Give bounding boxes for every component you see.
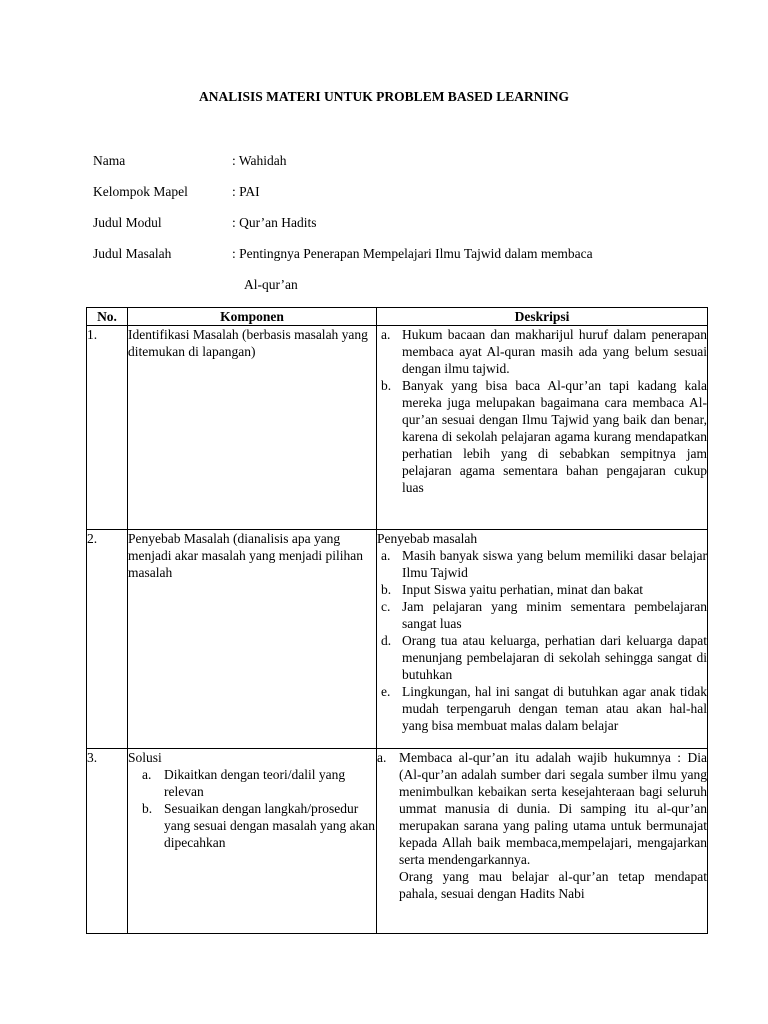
identity-label: Kelompok Mapel bbox=[93, 184, 188, 199]
row-number: 1. bbox=[87, 326, 128, 530]
list-item bbox=[377, 377, 707, 496]
header-no: No. bbox=[87, 308, 128, 326]
list-item bbox=[377, 632, 707, 683]
identity-label: Judul Modul bbox=[93, 215, 162, 230]
identity-value-continuation: Al-qur’an bbox=[244, 277, 298, 292]
list-item bbox=[128, 800, 376, 851]
identity-value: : Pentingnya Penerapan Mempelajari Ilmu Tajwid dalam membaca bbox=[232, 246, 593, 261]
list-item bbox=[128, 766, 376, 800]
row-deskripsi bbox=[377, 326, 708, 530]
list-item bbox=[377, 598, 707, 632]
list-marker: b. bbox=[381, 378, 392, 393]
document-title: ANALISIS MATERI UNTUK PROBLEM BASED LEARNING bbox=[199, 89, 569, 104]
list-marker: a. bbox=[142, 767, 152, 782]
row-number: 2. bbox=[87, 530, 128, 749]
list-text: Lingkungan, hal ini sangat di butuhkan agar anak tidak mudah terpengaruh dengan teman atau akan hal-hal yang bisa membuat malas dalam belajar bbox=[402, 684, 707, 733]
list-text: Banyak yang bisa baca Al-qur’an tapi kadang kala mereka juga melupakan bagaimana cara membaca Al-qur’an sesuai dengan Ilmu Tajwid yang baik dan benar, karena di sekolah pelajaran agama kurang mendapatkan perhatian lebih yang di sebabkan sempitnya jam pelajaran agama sementara bahan pengajaran cukup luas bbox=[402, 378, 707, 495]
header-komponen: Komponen bbox=[128, 308, 377, 326]
list-marker: a. bbox=[381, 327, 391, 342]
row-number: 3. bbox=[87, 749, 128, 934]
identity-value: : PAI bbox=[232, 184, 260, 199]
list-marker: c. bbox=[381, 599, 391, 614]
identity-value: : Qur’an Hadits bbox=[232, 215, 317, 230]
identity-row-kelompok-mapel bbox=[93, 183, 733, 201]
list-marker: d. bbox=[381, 633, 392, 648]
table-header-row bbox=[87, 308, 708, 326]
list-item bbox=[377, 749, 707, 868]
row-komponen bbox=[128, 749, 377, 934]
list-text: Jam pelajaran yang minim sementara pembelajaran sangat luas bbox=[402, 599, 707, 631]
list-text: Input Siswa yaitu perhatian, minat dan bakat bbox=[402, 582, 644, 597]
deskripsi-continuation: Orang yang mau belajar al-qur’an tetap mendapat pahala, sesuai dengan Hadits Nabi bbox=[399, 869, 707, 901]
deskripsi-intro: Penyebab masalah bbox=[377, 531, 478, 546]
identity-label: Nama bbox=[93, 153, 126, 168]
analysis-table bbox=[86, 307, 708, 934]
table-row bbox=[87, 749, 708, 934]
row-komponen: Identifikasi Masalah (berbasis masalah yang ditemukan di lapangan) bbox=[128, 326, 377, 530]
row-deskripsi bbox=[377, 530, 708, 749]
list-text: Hukum bacaan dan makharijul huruf dalam penerapan membaca ayat Al-quran masih ada yang belum sesuai dengan ilmu tajwid. bbox=[402, 327, 707, 376]
list-marker: a. bbox=[381, 548, 391, 563]
list-item bbox=[377, 581, 707, 598]
row-deskripsi bbox=[377, 749, 708, 934]
identity-label: Judul Masalah bbox=[93, 246, 172, 261]
list-text: Membaca al-qur’an itu adalah wajib hukumnya : Dia (Al-qur’an adalah sumber dari segala sumber ilmu yang menimbulkan kebaikan serta kesejahteraan bagi seluruh ummat manusia di dunia. Di samping itu al-qur’an merupakan sarana yang paling utama untuk bermunajat kepada Allah baik membaca,mempelajari, mengajarkan serta mendengarkannya. bbox=[399, 750, 707, 867]
list-item bbox=[377, 683, 707, 734]
list-marker: a. bbox=[377, 750, 387, 765]
list-marker: b. bbox=[381, 582, 392, 597]
table-row bbox=[87, 530, 708, 749]
list-text: Sesuaikan dengan langkah/prosedur yang sesuai dengan masalah yang akan dipecahkan bbox=[164, 801, 376, 850]
table-row bbox=[87, 326, 708, 530]
list-text: Masih banyak siswa yang belum memiliki dasar belajar Ilmu Tajwid bbox=[402, 548, 707, 580]
list-text: Dikaitkan dengan teori/dalil yang relevan bbox=[164, 767, 346, 799]
komponen-title: Solusi bbox=[128, 750, 162, 765]
row-komponen: Penyebab Masalah (dianalisis apa yang menjadi akar masalah yang menjadi pilihan masalah bbox=[128, 530, 377, 749]
list-marker: e. bbox=[381, 684, 391, 699]
list-marker: b. bbox=[142, 801, 153, 816]
identity-row-judul-masalah bbox=[93, 245, 733, 263]
identity-row-nama bbox=[93, 152, 733, 170]
identity-value: : Wahidah bbox=[232, 153, 287, 168]
list-item bbox=[377, 547, 707, 581]
header-deskripsi: Deskripsi bbox=[377, 308, 708, 326]
list-item bbox=[377, 326, 707, 377]
list-text: Orang tua atau keluarga, perhatian dari keluarga dapat menunjang pembelajaran di sekolah sehingga sangat di butuhkan bbox=[402, 633, 707, 682]
identity-row-judul-modul bbox=[93, 214, 733, 232]
